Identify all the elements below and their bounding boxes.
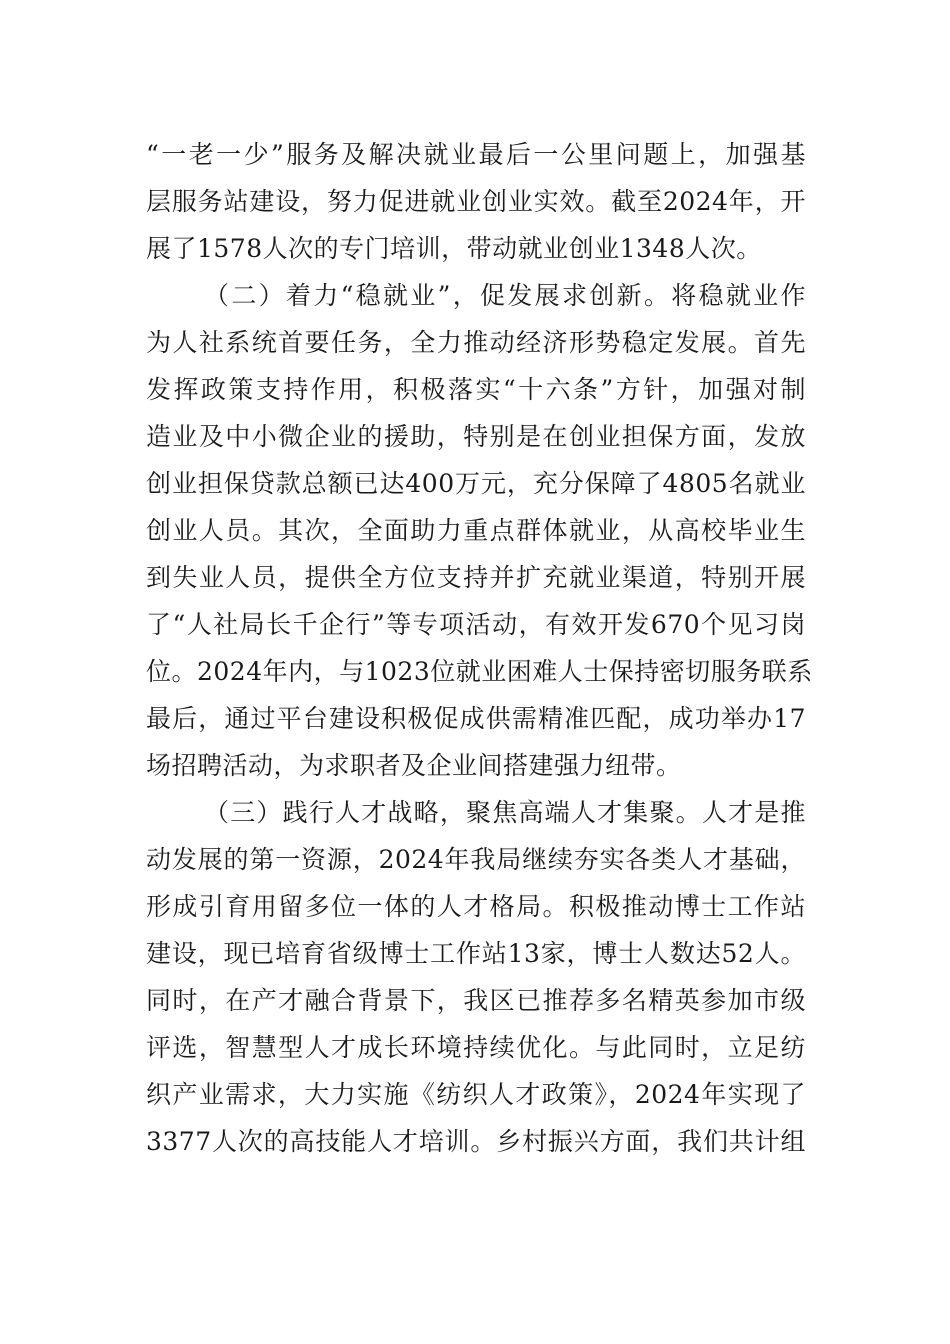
text-line: 3377人次的高技能人才培训。乡村振兴方面，我们共计组 (146, 1127, 806, 1156)
text-line: 为人社系统首要任务，全力推动经济形势稳定发展。首先 (146, 328, 806, 357)
text-line: 评选，智慧型人才成长环境持续优化。与此同时，立足纺 (146, 1033, 806, 1062)
text-line: 建设，现已培育省级博士工作站13家，博士人数达52人。 (146, 939, 806, 968)
text-line: “一老一少”服务及解决就业最后一公里问题上，加强基 (146, 140, 806, 169)
text-line: 创业担保贷款总额已达400万元，充分保障了4805名就业 (146, 469, 806, 498)
text-line: 最后，通过平台建设积极促成供需精准匹配，成功举办17 (146, 704, 806, 733)
text-line: 展了1578人次的专门培训，带动就业创业1348人次。 (146, 234, 762, 263)
text-line: 同时，在产才融合背景下，我区已推荐多名精英参加市级 (146, 986, 806, 1015)
paragraph-heading-line: （三）践行人才战略，聚焦高端人才集聚。人才是推 (204, 798, 806, 827)
text-line: 层服务站建设，努力促进就业创业实效。截至2024年，开 (146, 187, 806, 216)
text-line: 动发展的第一资源，2024年我局继续夯实各类人才基础， (146, 845, 806, 874)
text-line: 了“人社局长千企行”等专项活动，有效开发670个见习岗 (146, 610, 806, 639)
text-line: 到失业人员，提供全方位支持并扩充就业渠道，特别开展 (146, 563, 806, 592)
paragraph-heading-line: （二）着力“稳就业”，促发展求创新。将稳就业作 (204, 281, 806, 310)
text-line: 发挥政策支持作用，积极落实“十六条”方针，加强对制 (146, 375, 806, 404)
text-line: 织产业需求，大力实施《纺织人才政策》，2024年实现了 (146, 1080, 806, 1109)
text-line: 形成引育用留多位一体的人才格局。积极推动博士工作站 (146, 892, 806, 921)
text-line: 场招聘活动，为求职者及企业间搭建强力纽带。 (146, 751, 682, 780)
text-line: 造业及中小微企业的援助，特别是在创业担保方面，发放 (146, 422, 806, 451)
text-line: 创业人员。其次，全面助力重点群体就业，从高校毕业生 (146, 516, 806, 545)
text-line: 位。2024年内，与1023位就业困难人士保持密切服务联系 (146, 657, 813, 686)
